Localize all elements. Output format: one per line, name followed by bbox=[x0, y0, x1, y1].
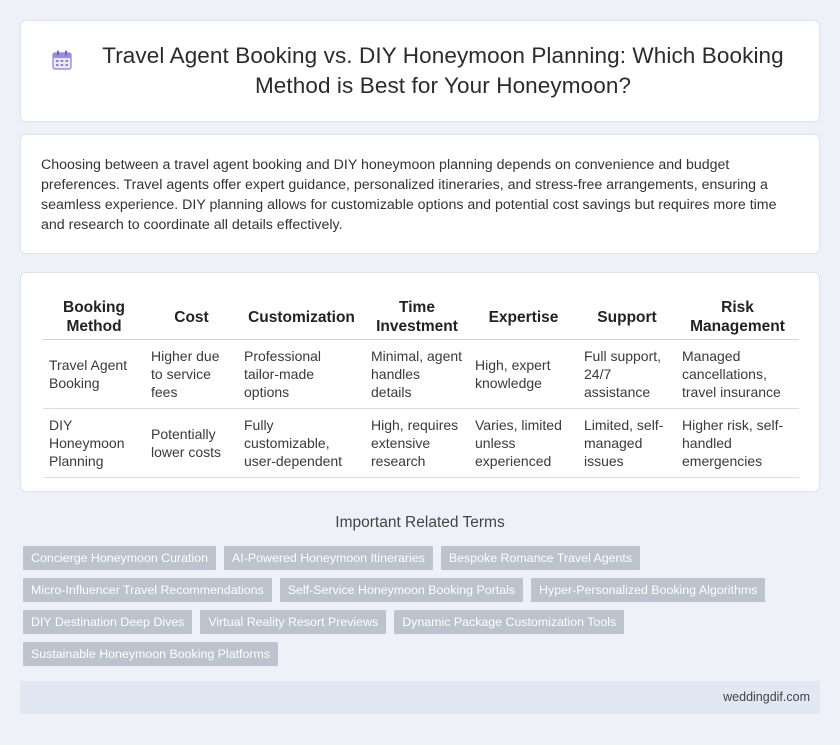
footer bbox=[20, 681, 820, 714]
table-cell: Potentially lower costs bbox=[145, 409, 238, 478]
related-term-tag[interactable]: Virtual Reality Resort Previews bbox=[200, 610, 386, 634]
table-cell: Limited, self-managed issues bbox=[578, 409, 676, 478]
table-cell: Minimal, agent handles details bbox=[365, 340, 469, 409]
table-row bbox=[43, 409, 799, 478]
table-cell: Travel Agent Booking bbox=[43, 340, 145, 409]
related-term-tag[interactable]: Bespoke Romance Travel Agents bbox=[441, 546, 640, 570]
related-terms-tags bbox=[23, 546, 813, 674]
related-term-tag[interactable]: DIY Destination Deep Dives bbox=[23, 610, 192, 634]
table-cell: Full support, 24/7 assistance bbox=[578, 340, 676, 409]
table-cell: Professional tailor-made options bbox=[238, 340, 365, 409]
related-term-tag[interactable]: Concierge Honeymoon Curation bbox=[23, 546, 216, 570]
intro-card bbox=[20, 134, 820, 254]
related-term-tag[interactable]: Hyper-Personalized Booking Algorithms bbox=[531, 578, 765, 602]
table-cell: Varies, limited unless experienced bbox=[469, 409, 578, 478]
related-terms-title: Important Related Terms bbox=[335, 514, 505, 531]
header-booking-method: Booking Method bbox=[43, 295, 145, 340]
comparison-table bbox=[43, 295, 799, 478]
calendar-icon bbox=[51, 49, 73, 71]
related-term-tag[interactable]: Dynamic Package Customization Tools bbox=[394, 610, 624, 634]
table-cell: Higher risk, self-handled emergencies bbox=[676, 409, 799, 478]
table-cell: High, expert knowledge bbox=[469, 340, 578, 409]
related-term-tag[interactable]: Micro-Influencer Travel Recommendations bbox=[23, 578, 272, 602]
table-cell: DIY Honeymoon Planning bbox=[43, 409, 145, 478]
table-row bbox=[43, 340, 799, 409]
table-cell: Managed cancellations, travel insurance bbox=[676, 340, 799, 409]
table-cell: High, requires extensive research bbox=[365, 409, 469, 478]
table-header-row bbox=[43, 295, 799, 340]
header-cost: Cost bbox=[145, 295, 238, 340]
page-title: Travel Agent Booking vs. DIY Honeymoon Planning: Which Booking Method is Best for Your Honeymoon? bbox=[102, 43, 784, 98]
header-expertise: Expertise bbox=[469, 295, 578, 340]
table-cell: Fully customizable, user-dependent bbox=[238, 409, 365, 478]
title-wrap bbox=[51, 41, 789, 101]
title-card bbox=[20, 20, 820, 122]
related-term-tag[interactable]: AI-Powered Honeymoon Itineraries bbox=[224, 546, 433, 570]
footer-site[interactable]: weddingdif.com bbox=[723, 690, 810, 704]
header-time-investment: Time Investment bbox=[365, 295, 469, 340]
related-term-tag[interactable]: Self-Service Honeymoon Booking Portals bbox=[280, 578, 523, 602]
header-customization: Customization bbox=[238, 295, 365, 340]
comparison-table-card bbox=[20, 272, 820, 492]
related-term-tag[interactable]: Sustainable Honeymoon Booking Platforms bbox=[23, 642, 278, 666]
header-risk-management: Risk Management bbox=[676, 295, 799, 340]
header-support: Support bbox=[578, 295, 676, 340]
table-cell: Higher due to service fees bbox=[145, 340, 238, 409]
intro-text: Choosing between a travel agent booking and DIY honeymoon planning depends on convenience and budget preferences. Travel agents offer expert guidance, personalized itineraries, and stress-free arrangements, ensuring a seamless experience. DIY planning allows for customizable options and potential cost savings but requires more time and research to coordinate all details effectively. bbox=[41, 157, 777, 233]
